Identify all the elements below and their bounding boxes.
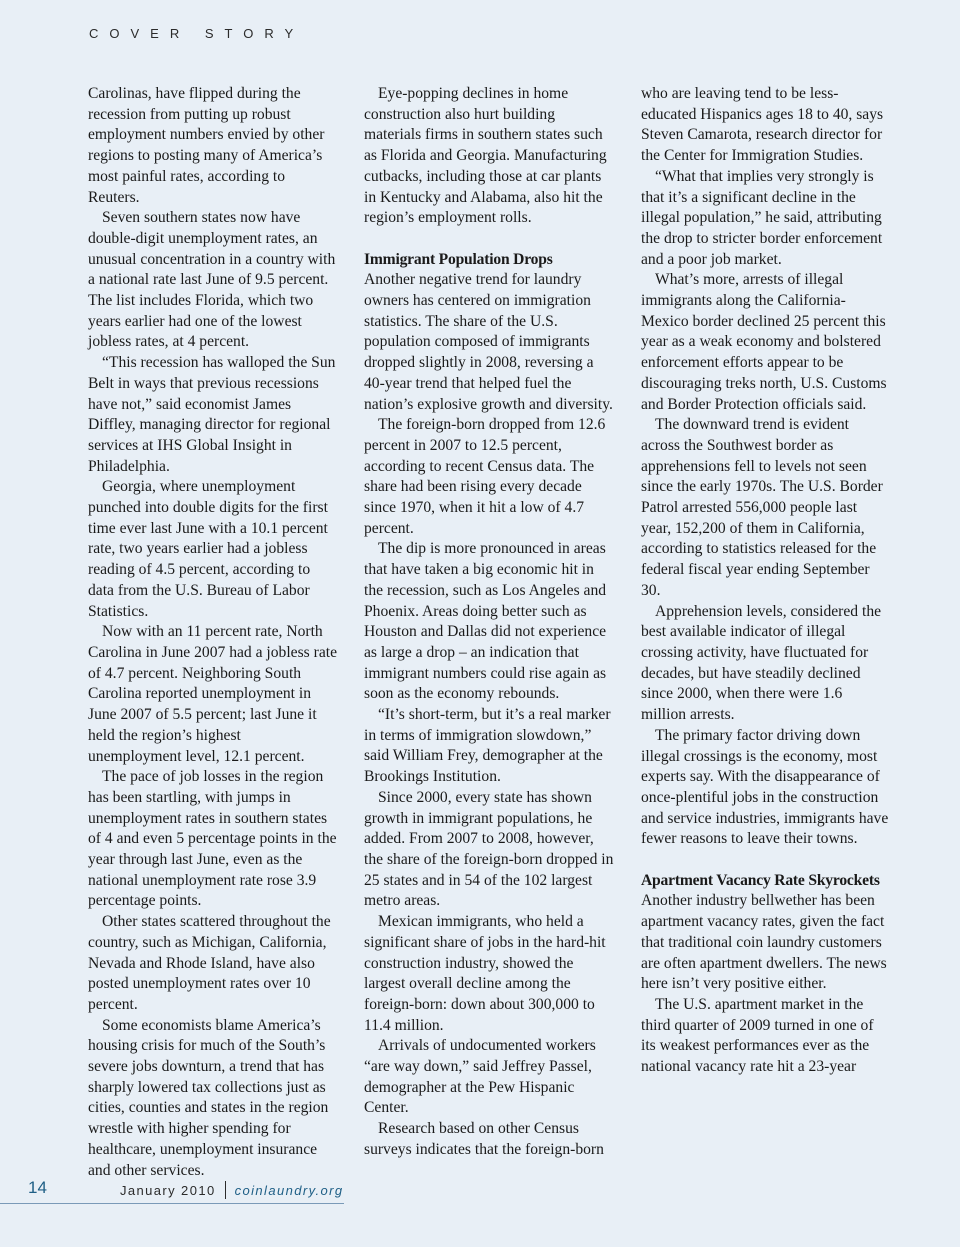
article-column-3	[641, 84, 891, 1078]
paragraph: Another industry bellwether has been apartment vacancy rates, given the fact that traditional coin laundry customers are often apartment dwellers. The news here isn’t very positive either.	[641, 892, 887, 993]
website-link[interactable]: coinlaundry.org	[234, 1182, 344, 1198]
paragraph: Mexican immigrants, who held a significant share of jobs in the hard-hit construction industry, showed the largest overall decline among the foreign-born: down about 300,000 to 11.4 million.	[364, 913, 606, 1034]
paragraph: “This recession has walloped the Sun Belt in ways that previous recessions have not,” said economist James Diffley, managing director for regional services at IHS Global Insight in Philadelphia.	[88, 354, 336, 475]
paragraph: “What that implies very strongly is that it’s a significant decline in the illegal population,” he said, attributing the drop to stricter border enforcement and a poor job market.	[641, 167, 883, 268]
paragraph: Research based on other Census surveys indicates that the foreign-born	[364, 1120, 604, 1158]
paragraph: Another negative trend for laundry owners has centered on immigration statistics. The share of the U.S. population composed of immigrants dropped slightly in 2008, reversing a 40-year trend that helped fuel the nation’s explosive growth and diversity.	[364, 271, 613, 413]
section-label: COVER STORY	[89, 26, 305, 41]
paragraph: Carolinas, have flipped during the recession from putting up robust employment numbers envied by other regions to posting many of America’s most painful rates, according to Reuters.	[88, 85, 325, 206]
paragraph: who are leaving tend to be less-educated Hispanics ages 18 to 40, says Steven Camarota, research director for the Center for Immigration Studies.	[641, 85, 884, 165]
paragraph: Other states scattered throughout the country, such as Michigan, California, Nevada and Rhode Island, have also posted unemployment rates over 10 percent.	[88, 913, 331, 1013]
footer-rule	[0, 1203, 344, 1204]
paragraph: The pace of job losses in the region has been startling, with jumps in unemployment rates in southern states of 4 and even 5 percentage points in the year through last June, even as the national unemployment rate rose 3.9 percentage points.	[88, 768, 337, 910]
footer	[120, 1181, 344, 1199]
footer-divider	[225, 1181, 226, 1199]
paragraph: What’s more, arrests of illegal immigrants along the California-Mexico border declined 25 percent this year as a weak economy and bolstered enforcement efforts appear to be discouraging treks north, U.S. Customs and Border Protection officials said.	[641, 271, 887, 413]
paragraph: The dip is more pronounced in areas that have taken a big economic hit in the recession, such as Los Angeles and Phoenix. Areas doing better such as Houston and Dallas did not experience as large a drop – an indication that immigrant numbers could rise again as soon as the economy rebounds.	[364, 540, 607, 703]
page-number: 14	[28, 1178, 47, 1197]
paragraph: Georgia, where unemployment punched into double digits for the first time ever last June with a 10.1 percent rate, two years earlier had a jobless reading of 4.5 percent, according to data from the U.S. Bureau of Labor Statistics.	[88, 478, 328, 620]
article-column-1	[88, 84, 338, 1181]
paragraph: “It’s short-term, but it’s a real marker in terms of immigration slowdown,” said William Frey, demographer at the Brookings Institution.	[364, 706, 611, 786]
paragraph: Eye-popping declines in home construction also hurt building materials firms in southern states such as Florida and Georgia. Manufacturing cutbacks, including those at car plants in Kentucky and Alabama, also hit the region’s employment rolls.	[364, 85, 607, 227]
paragraph: The primary factor driving down illegal crossings is the economy, most experts say. With the disappearance of once-plentiful jobs in the construction and service industries, immigrants have fewer reasons to leave their towns.	[641, 726, 889, 848]
paragraph: Some economists blame America’s housing crisis for much of the South’s severe jobs downturn, a trend that has sharply lowered tax collections just as cities, counties and states in the region wrestle with higher spending for healthcare, unemployment insurance and other services.	[88, 1016, 329, 1179]
paragraph: Apprehension levels, considered the best available indicator of illegal crossing activity, have fluctuated for decades, but have steadily declined since 2000, when there were 1.6 million arrests.	[641, 602, 882, 724]
paragraph: Now with an 11 percent rate, North Carolina in June 2007 had a jobless rate of 4.7 percent. Neighboring South Carolina reported unemployment in June 2007 of 5.5 percent; last June it held the region’s highest unemployment level, 12.1 percent.	[88, 623, 338, 765]
paragraph: The downward trend is evident across the Southwest border as apprehensions fell to levels not seen since the early 1970s. The U.S. Border Patrol arrested 556,000 people last year, 152,200 of them in California, according to statistics released for the federal fiscal year ending September 30.	[641, 416, 883, 599]
paragraph: The foreign-born dropped from 12.6 percent in 2007 to 12.5 percent, according to recent Census data. The share had been rising every decade since 1970, when it hit a low of 4.7 percent.	[364, 416, 606, 537]
paragraph: Since 2000, every state has shown growth in immigrant populations, he added. From 2007 to 2008, however, the share of the foreign-born dropped in 25 states and in 54 of the 102 largest metro areas.	[364, 788, 614, 910]
paragraph: Seven southern states now have double-digit unemployment rates, an unusual concentration in a country with a national rate last June of 9.5 percent. The list includes Florida, which two years earlier had one of the lowest jobless rates, at 4 percent.	[88, 209, 336, 351]
subheading: Apartment Vacancy Rate Skyrockets	[641, 871, 880, 889]
paragraph: Arrivals of undocumented workers “are way down,” said Jeffrey Passel, demographer at the Pew Hispanic Center.	[364, 1037, 596, 1117]
subheading: Immigrant Population Drops	[364, 250, 553, 268]
paragraph: The U.S. apartment market in the third quarter of 2009 turned in one of its weakest performances ever as the national vacancy rate hit a 23-year	[641, 995, 874, 1076]
issue-date: January 2010	[120, 1182, 216, 1198]
article-column-2	[364, 84, 614, 1161]
